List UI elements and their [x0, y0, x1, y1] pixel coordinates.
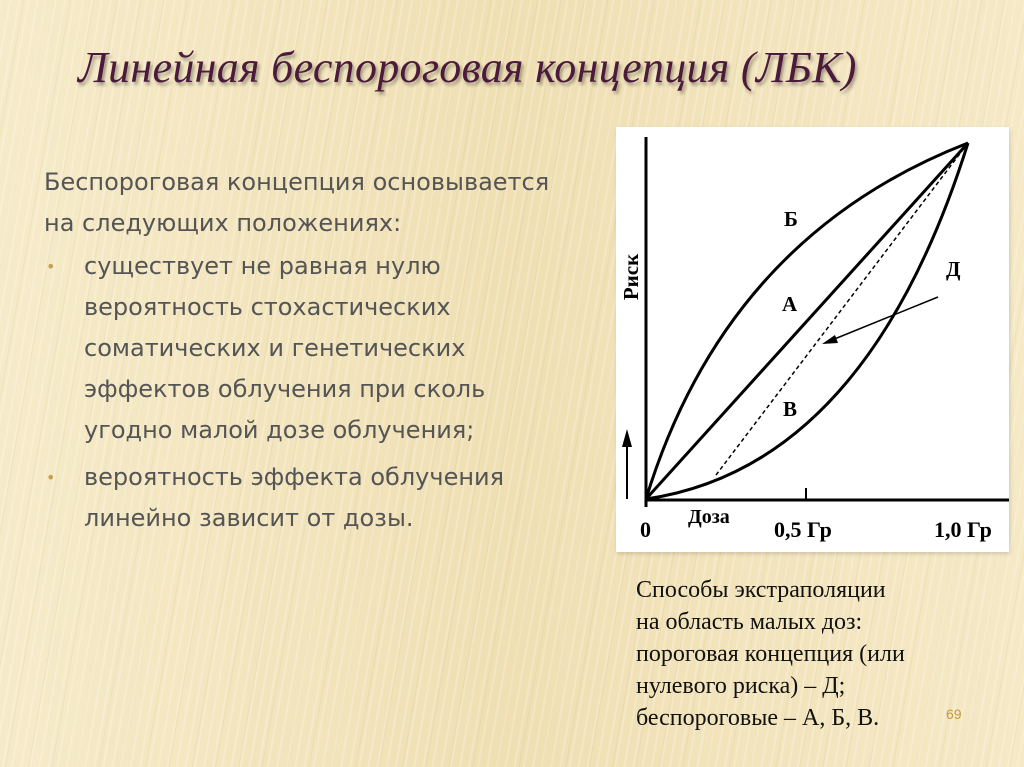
- curve-d-label: Д: [946, 257, 961, 281]
- curve-a-label: А: [782, 292, 798, 316]
- caption-line-1: Способы экстраполяции: [636, 577, 886, 603]
- caption-line-3: пороговая концепция (или: [636, 641, 905, 667]
- dose-risk-diagram: [616, 127, 1009, 552]
- caption-line-5: беспороговые – А, Б, В.: [636, 705, 880, 731]
- slide-body: [44, 162, 564, 545]
- bullet-dot-icon: •: [46, 468, 56, 487]
- curve-v-label: В: [783, 397, 798, 421]
- line-a: [646, 143, 968, 499]
- intro-text: Беспороговая концепция основывается на следующих положениях:: [44, 168, 550, 237]
- slide-title: Линейная беспороговая концепция (ЛБК): [78, 43, 857, 92]
- bullet-list: [44, 246, 564, 539]
- x-tick-label-one: 1,0 Гр: [934, 517, 992, 542]
- bullet-text-1: существует не равная нулю вероятность стохастических соматических и генетических эффектов облучения при сколь угодно малой дозе облучения;: [84, 252, 486, 444]
- bullet-text-2: вероятность эффекта облучения линейно зависит от дозы.: [84, 463, 505, 532]
- caption-line-2: на область малых доз:: [636, 609, 863, 635]
- line-d-threshold: [716, 143, 968, 475]
- figure-caption: [636, 574, 976, 734]
- dose-risk-figure: [616, 127, 1009, 552]
- bullet-item-1: [44, 246, 564, 451]
- y-axis-arrow-icon: [622, 429, 632, 447]
- bullet-dot-icon: •: [46, 257, 56, 276]
- bullet-item-2: [44, 457, 564, 539]
- pointer-arrow-icon: [822, 335, 838, 344]
- x-tick-label-half: 0,5 Гр: [774, 517, 832, 542]
- curve-b-label: Б: [784, 207, 798, 231]
- pointer-arrow-line: [832, 297, 938, 340]
- x-tick-label-0: 0: [640, 517, 651, 542]
- y-axis-label: Риск: [619, 253, 643, 301]
- x-axis-label: Доза: [688, 506, 730, 528]
- caption-line-4: нулевого риска) – Д;: [636, 673, 846, 699]
- page-number: 69: [946, 706, 962, 722]
